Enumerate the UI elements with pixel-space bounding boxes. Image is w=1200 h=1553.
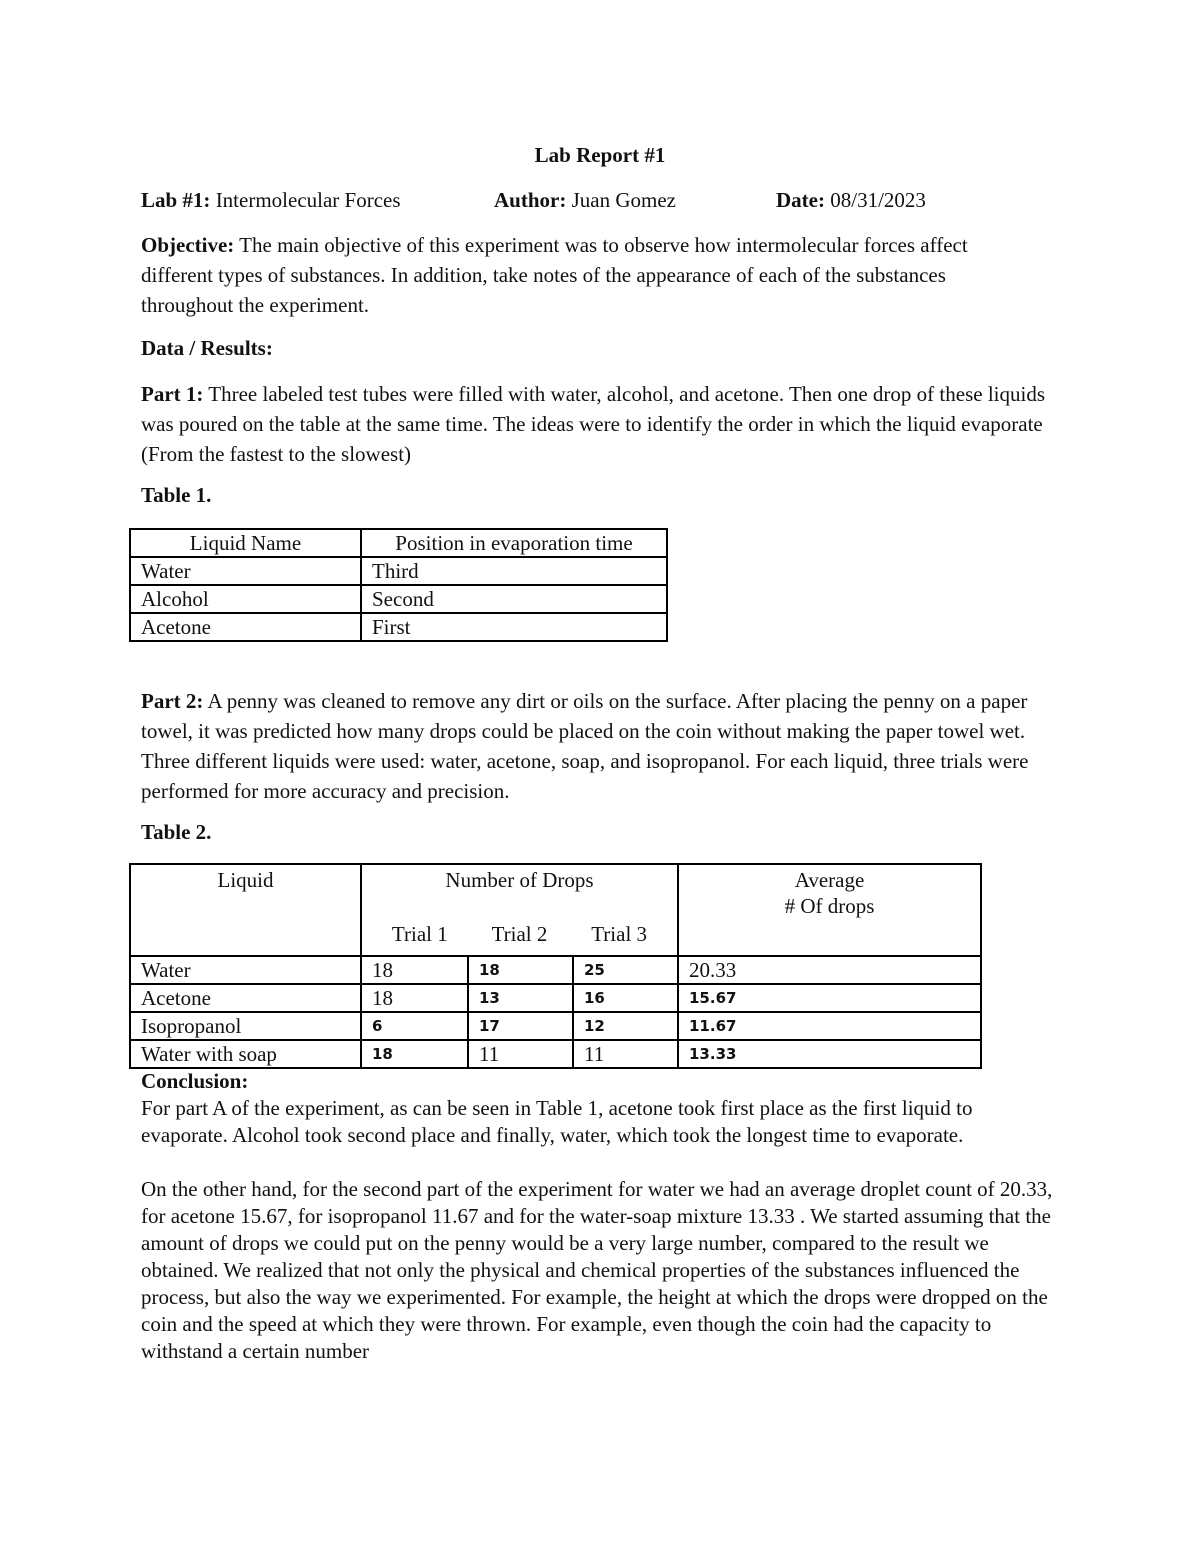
table1-caption: Table 1. [141,483,212,507]
table2-caption: Table 2. [141,820,212,844]
column-header: Trial 2 [491,922,548,946]
author-value: Juan Gomez [571,188,676,212]
table-cell: 12 [573,1012,678,1040]
table-header-row [130,864,981,956]
table-header-row [130,529,667,557]
data-results-heading: Data / Results: [141,336,273,360]
lab-field [141,188,401,213]
table-cell: Third [361,557,667,585]
table-row [130,1012,981,1040]
part2-text: A penny was cleaned to remove any dirt or oils on the surface. After placing the penny on a paper towel, it was predicted how many drops could be placed on the coin without making the paper towel wet. Three different liquids were used: water, acetone, soap, and isopropanol. For each liquid, three trials were performed for more accuracy and precision. [141,689,1029,803]
table-cell: Acetone [130,984,361,1012]
author-field [494,188,676,213]
table-cell: Water [130,956,361,984]
table-cell: Water with soap [130,1040,361,1068]
table-cell: Second [361,585,667,613]
lab-value: Intermolecular Forces [215,188,401,212]
table-cell: 11 [573,1040,678,1068]
table-cell: Water [130,557,361,585]
conclusion-paragraph-2: On the other hand, for the second part of the experiment for water we had an average droplet count of 20.33, for acetone 15.67, for isopropanol 11.67 and for the water-soap mixture 13.33 . We started assuming that the amount of drops we could put on the penny would be a very large number, compared to the result we obtained. We realized that not only the physical and chemical properties of the substances influenced the process, but also the way we experimented. For example, the height at which the drops were dropped on the coin and the speed at which they were thrown. For example, even though the coin had the capacity to withstand a certain number [141,1177,1053,1363]
evaporation-table [129,528,668,642]
column-header: Liquid [130,864,361,956]
table-cell: Isopropanol [130,1012,361,1040]
author-label: Author: [494,188,567,212]
objective-label: Objective: [141,233,235,257]
report-title: Lab Report #1 [534,143,666,167]
conclusion-paragraph-1: For part A of the experiment, as can be seen in Table 1, acetone took first place as the first liquid to evaporate. Alcohol took second place and finally, water, which took the longest time to evaporate. [141,1096,973,1147]
part2-paragraph [141,686,1066,806]
table-cell: First [361,613,667,641]
table-cell: Acetone [130,613,361,641]
table-cell: 13 [468,984,573,1012]
date-label: Date: [776,188,825,212]
drops-table [129,863,982,1069]
table-cell: 18 [361,956,468,984]
table-cell: 18 [361,1040,468,1068]
table-cell: 6 [361,1012,468,1040]
date-field [776,188,926,213]
part1-paragraph [141,379,1046,469]
table-cell: 25 [573,956,678,984]
lab-label: Lab #1: [141,188,211,212]
table-cell: 17 [468,1012,573,1040]
trial-headers [362,921,677,947]
table-row [130,956,981,984]
table-row [130,613,667,641]
column-header: Position in evaporation time [361,529,667,557]
column-header: Trial 1 [391,922,448,946]
average-header-cell [678,864,981,956]
table-cell: 18 [361,984,468,1012]
table-cell: 11 [468,1040,573,1068]
column-header: Liquid Name [130,529,361,557]
drops-header-cell [361,864,678,956]
table-row [130,585,667,613]
table-cell: 18 [468,956,573,984]
table-cell: 13.33 [678,1040,981,1068]
conclusion-heading: Conclusion: [141,1069,249,1093]
table-cell: 16 [573,984,678,1012]
column-header: Trial 3 [591,922,648,946]
column-header: Number of Drops [445,868,594,892]
table-row [130,984,981,1012]
table-row [130,557,667,585]
column-header: Average [794,868,865,892]
objective-text: The main objective of this experiment was to observe how intermolecular forces affect different types of substances. In addition, take notes of the appearance of each of the substances throughout the experiment. [141,233,968,317]
table-row [130,1040,981,1068]
table-cell: 15.67 [678,984,981,1012]
column-header: # Of drops [784,894,875,918]
objective-paragraph [141,230,1041,320]
table-cell: 11.67 [678,1012,981,1040]
part1-label: Part 1: [141,382,204,406]
date-value: 08/31/2023 [830,188,926,212]
part2-label: Part 2: [141,689,204,713]
table-cell: Alcohol [130,585,361,613]
table-cell: 20.33 [678,956,981,984]
part1-text: Three labeled test tubes were filled with water, alcohol, and acetone. Then one drop of these liquids was poured on the table at the same time. The ideas were to identify the order in which the liquid evaporate (From the fastest to the slowest) [141,382,1045,466]
